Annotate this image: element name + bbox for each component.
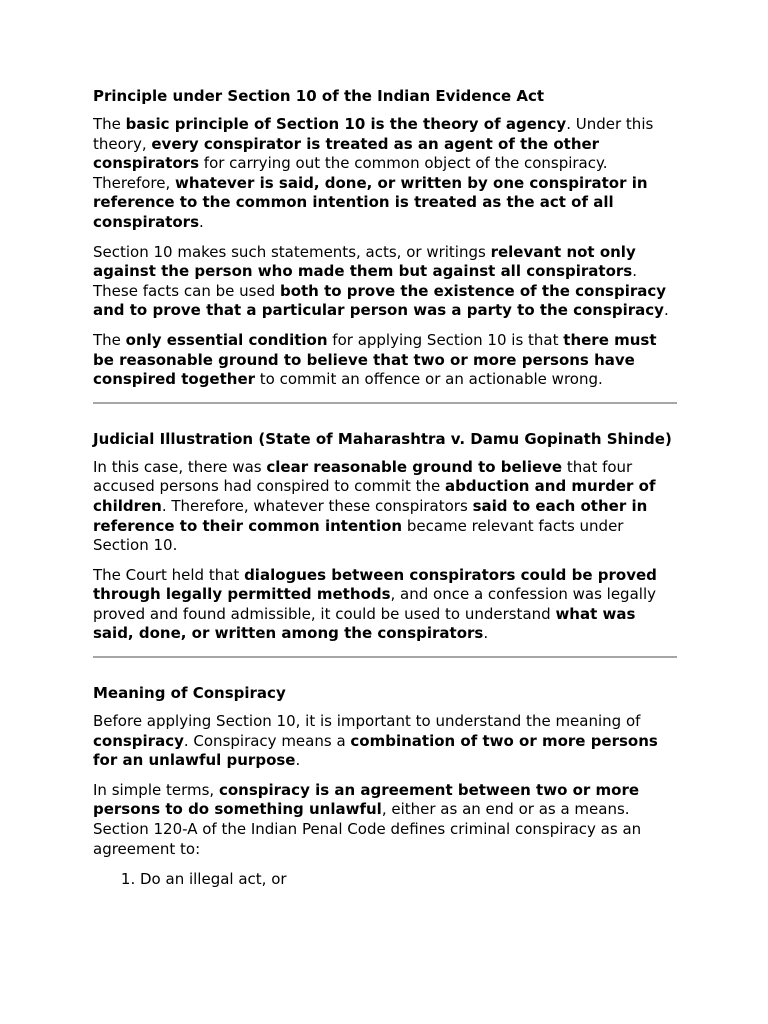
bold-text: what was said, done, or written among the conspirators — [93, 604, 636, 643]
list-item: 1. Do an illegal act, or — [140, 869, 677, 889]
paragraph — [93, 458, 677, 556]
bold-text: said to each other in reference to their common intention — [93, 496, 648, 535]
text-run: Section 10 makes such statements, acts, or writings — [93, 242, 491, 261]
section-divider — [93, 402, 677, 404]
text-run: for applying Section 10 is that — [327, 330, 564, 349]
section-heading: Principle under Section 10 of the Indian Evidence Act — [93, 87, 545, 105]
section-heading: Meaning of Conspiracy — [93, 684, 286, 703]
bold-text: combination of two or more persons for an unlawful purpose — [93, 731, 658, 770]
text-run: In simple terms, — [93, 780, 219, 799]
text-run: . — [295, 751, 301, 770]
paragraph — [93, 781, 677, 859]
bold-text: relevant not only against the person who made them but against all conspirators — [93, 242, 636, 281]
bold-text: both to prove the existence of the conspiracy and to prove that a particular person was a party to the conspiracy — [93, 281, 667, 320]
text-run: . Conspiracy means a — [183, 731, 351, 750]
paragraph — [93, 712, 677, 771]
bold-text: abduction and murder of children — [93, 477, 656, 515]
section-judicial-illustration — [93, 429, 677, 644]
text-run: that four accused persons had conspired to commit the — [93, 457, 633, 496]
section-heading: Judicial Illustration (State of Maharashtra v. Damu Gopinath Shinde) — [93, 429, 672, 448]
bold-text: whatever is said, done, or written by one conspirator in reference to the common intention is treated as the act of all conspirators — [93, 173, 648, 231]
text-run: became relevant facts under Section 10. — [93, 516, 624, 555]
document-page — [93, 86, 677, 889]
paragraph — [93, 331, 677, 390]
bold-text: basic principle of Section 10 is the theory of agency — [125, 115, 567, 133]
bold-text: every conspirator is treated as an agent of the other conspirators — [93, 134, 600, 173]
section-divider — [93, 656, 677, 658]
bold-text: there must be reasonable ground to believe that two or more persons have conspired together — [93, 330, 657, 389]
text-run: to commit an offence or an actionable wrong. — [255, 370, 603, 389]
text-run: , and once a confession was legally proved and found admissible, it could be used to understand — [93, 585, 656, 623]
bold-text: dialogues between conspirators could be proved through legally permitted methods — [93, 565, 657, 604]
text-run: . Therefore, whatever these conspirators — [161, 496, 473, 515]
text-run: The Court held that — [93, 565, 245, 584]
text-run: . — [663, 301, 669, 320]
bold-text: only essential condition — [125, 330, 328, 349]
text-run: The — [93, 115, 126, 133]
text-run: . Under this theory, — [93, 115, 654, 153]
text-run: Before applying Section 10, it is important to understand the meaning of — [93, 712, 641, 731]
text-run: , either as an end or as a means. Section 120-A of the Indian Penal Code defines criminal conspiracy as an agreement to: — [93, 800, 642, 858]
text-run: . — [199, 212, 204, 231]
paragraph — [93, 566, 677, 644]
text-run: . These facts can be used — [93, 262, 637, 300]
text-run: The — [93, 330, 126, 349]
section-principle — [93, 86, 677, 390]
section-meaning-of-conspiracy — [93, 683, 677, 889]
paragraph — [93, 115, 677, 233]
text-run: for carrying out the common object of the conspiracy. Therefore, — [93, 154, 608, 192]
text-run: . — [483, 624, 489, 643]
bold-text: clear reasonable ground to believe — [266, 457, 563, 476]
numbered-list — [93, 869, 677, 889]
text-run: In this case, there was — [93, 457, 267, 476]
paragraph — [93, 243, 677, 321]
bold-text: conspiracy — [93, 731, 184, 750]
bold-text: conspiracy is an agreement between two or more persons to do something unlawful — [93, 780, 640, 819]
